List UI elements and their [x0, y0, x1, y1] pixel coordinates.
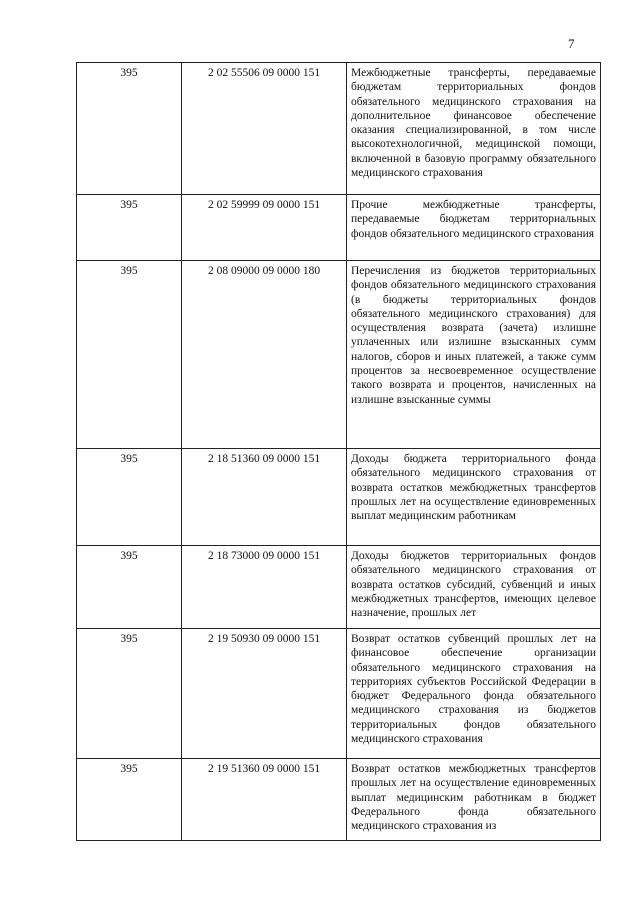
admin-code-cell: 395 — [77, 449, 182, 546]
table-row — [77, 261, 601, 449]
page-number: 7 — [568, 36, 575, 51]
budget-code-cell: 2 19 51360 09 0000 151 — [182, 759, 347, 841]
table-row — [77, 449, 601, 546]
admin-code-cell: 395 — [77, 195, 182, 261]
admin-code-cell: 395 — [77, 261, 182, 449]
description-cell: Межбюджетные трансферты, передаваемые бюджетам территориальных фондов обязательного медицинского страхования на дополнительное финансовое обеспечение оказания специализированной, в том числе высокотехнологичной, медицинской помощи, включенной в базовую программу обязательного медицинского страхования — [347, 63, 601, 195]
table-row — [77, 546, 601, 629]
admin-code-cell: 395 — [77, 759, 182, 841]
budget-code-cell: 2 19 50930 09 0000 151 — [182, 629, 347, 759]
budget-code-cell: 2 18 73000 09 0000 151 — [182, 546, 347, 629]
budget-code-cell: 2 18 51360 09 0000 151 — [182, 449, 347, 546]
description-cell: Возврат остатков межбюджетных трансфертов прошлых лет на осуществление единовременных выплат медицинским работникам в бюджет Федерального фонда обязательного медицинского страхования из — [347, 759, 601, 841]
description-cell: Доходы бюджетов территориальных фондов обязательного медицинского страхования от возврата остатков субсидий, субвенций и иных межбюджетных трансфертов, имеющих целевое назначение, прошлых лет — [347, 546, 601, 629]
description-cell: Возврат остатков субвенций прошлых лет на финансовое обеспечение организации обязательного медицинского страхования на территориях субъектов Российской Федерации в бюджет Федерального фонда обязательного медицинского страхования из бюджетов территориальных фондов обязательного медицинского страхования — [347, 629, 601, 759]
description-cell: Доходы бюджета территориального фонда обязательного медицинского страхования от возврата остатков межбюджетных трансфертов прошлых лет на осуществление единовременных выплат медицинским работникам — [347, 449, 601, 546]
budget-code-cell: 2 08 09000 09 0000 180 — [182, 261, 347, 449]
table-row — [77, 759, 601, 841]
description-cell: Перечисления из бюджетов территориальных фондов обязательного медицинского страхования (в бюджеты территориальных фондов обязательного медицинского страхования) для осуществления возврата (зачета) излишне уплаченных или излишне взысканных сумм налогов, сборов и иных платежей, а также сумм процентов за несвоевременное осуществление такого возврата и процентов, начисленных на излишне взысканные суммы — [347, 261, 601, 449]
budget-code-cell: 2 02 59999 09 0000 151 — [182, 195, 347, 261]
table-row — [77, 195, 601, 261]
admin-code-cell: 395 — [77, 546, 182, 629]
table-row — [77, 629, 601, 759]
description-cell: Прочие межбюджетные трансферты, передаваемые бюджетам территориальных фондов обязательного медицинского страхования — [347, 195, 601, 261]
table-row — [77, 63, 601, 195]
budget-code-cell: 2 02 55506 09 0000 151 — [182, 63, 347, 195]
budget-codes-table — [76, 62, 601, 841]
admin-code-cell: 395 — [77, 629, 182, 759]
admin-code-cell: 395 — [77, 63, 182, 195]
